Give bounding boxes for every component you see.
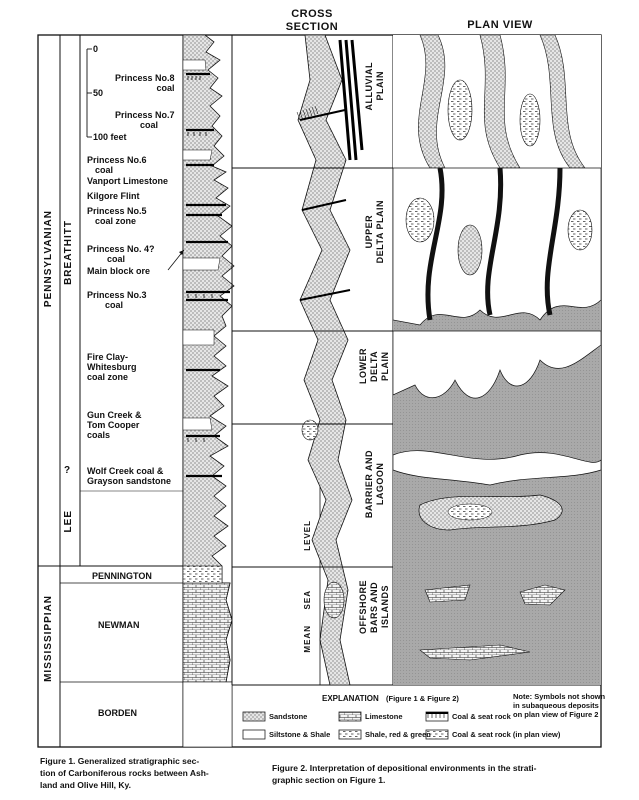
unit-princess7-name: Princess No.7 [115, 110, 175, 120]
env-upper-delta-line1: UPPER [364, 214, 374, 249]
env-alluvial-plain [364, 62, 386, 111]
env-barrier-line2: LAGOON [375, 462, 385, 506]
env-upper-delta-plain [364, 200, 386, 263]
group-boundary-query: ? [64, 465, 71, 476]
formation-pennington: PENNINGTON [92, 571, 152, 581]
unit-kilgore: Kilgore Flint [87, 191, 140, 201]
caption-figure-2-line2: graphic section on Figure 1. [272, 775, 386, 785]
env-offshore-line3: ISLANDS [380, 585, 390, 629]
env-offshore-line2: BARS AND [369, 581, 379, 633]
env-lower-delta-plain [358, 348, 391, 384]
legend-sandstone: Sandstone [269, 712, 308, 721]
unit-princess4-type: coal [107, 254, 126, 264]
scale-bar [87, 49, 92, 137]
scale-hundred: 100 feet [93, 132, 127, 142]
formation-newman: NEWMAN [98, 620, 140, 630]
cross-section-header-line1: CROSS [291, 8, 333, 20]
env-lower-delta-line3: PLAIN [380, 351, 390, 381]
legend-note-line2: in subaqueous deposits [513, 701, 599, 710]
unit-fire-clay-line3: coal zone [87, 372, 129, 382]
unit-princess6-type: coal [95, 165, 114, 175]
unit-wolf-creek-line1: Wolf Creek coal & [87, 466, 164, 476]
legend-siltstone: Siltstone & Shale [269, 730, 331, 739]
cross-section-header-line2: SECTION [285, 21, 339, 33]
unit-princess5-name: Princess No.5 [87, 206, 147, 216]
legend-limestone: Limestone [365, 712, 403, 721]
unit-princess6 [87, 155, 147, 175]
legend-shale-red: Shale, red & green [365, 730, 431, 739]
env-barrier-lagoon [364, 450, 386, 518]
unit-princess3 [87, 290, 147, 310]
unit-gun-creek-line3: coals [87, 430, 111, 440]
sea-level-level: LEVEL [303, 520, 312, 551]
unit-princess8-name: Princess No.8 [115, 73, 175, 83]
unit-wolf-creek-line2: Grayson sandstone [87, 476, 172, 486]
env-barrier-line1: BARRIER AND [364, 450, 374, 519]
unit-princess4 [87, 244, 155, 264]
system-pennsylvanian: PENNSYLVANIAN [43, 210, 54, 308]
env-alluvial-line2: PLAIN [375, 71, 385, 101]
env-offshore-bars [358, 580, 391, 634]
env-lower-delta-line2: DELTA [369, 350, 379, 382]
plan-view-header: PLAN VIEW [467, 19, 533, 31]
unit-princess4-name: Princess No. 4? [87, 244, 155, 254]
unit-princess8-type: coal [156, 83, 175, 93]
env-upper-delta-line2: DELTA PLAIN [375, 200, 385, 264]
system-mississippian: MISSISSIPPIAN [43, 595, 54, 682]
env-alluvial-line1: ALLUVIAL [364, 62, 374, 111]
legend-note [513, 692, 605, 719]
formation-borden: BORDEN [98, 708, 138, 718]
sea-level-mean: MEAN [303, 625, 312, 653]
scale-zero: 0 [93, 44, 99, 54]
unit-gun-creek-line1: Gun Creek & [87, 410, 142, 420]
unit-wolf-creek [87, 466, 171, 486]
env-lower-delta-line1: LOWER [358, 348, 368, 384]
legend-ref: (Figure 1 & Figure 2) [386, 694, 459, 703]
unit-fire-clay-line2: Whitesburg [87, 362, 137, 372]
unit-fire-clay [87, 352, 137, 382]
legend-note-line1: Note: Symbols not shown [513, 692, 606, 701]
unit-gun-creek [87, 410, 142, 440]
unit-princess6-name: Princess No.6 [87, 155, 147, 165]
legend-coal-plan: Coal & seat rock (in plan view) [452, 730, 561, 739]
caption-figure-1 [40, 755, 240, 791]
unit-princess3-type: coal [105, 300, 124, 310]
caption-figure-1-line1: Figure 1. Generalized stratigraphic sec- [40, 756, 200, 766]
caption-figure-1-line2: tion of Carboniferous rocks between Ash- [40, 768, 209, 778]
sea-level-sea: SEA [303, 590, 312, 610]
plan-view-panel [393, 35, 601, 685]
scale-fifty: 50 [93, 88, 104, 98]
unit-princess7 [115, 110, 175, 130]
unit-vanport: Vanport Limestone [87, 176, 169, 186]
caption-figure-2 [272, 762, 602, 786]
legend-title: EXPLANATION [322, 694, 379, 703]
unit-main-block-ore: Main block ore [87, 266, 151, 276]
legend-note-line3: on plan view of Figure 2 [513, 710, 599, 719]
env-offshore-line1: OFFSHORE [358, 580, 368, 635]
unit-princess8 [115, 73, 175, 93]
caption-figure-1-line3: land and Olive Hill, Ky. [40, 780, 132, 790]
stratigraphic-column [183, 35, 234, 747]
cross-section-header [282, 8, 342, 34]
unit-princess7-type: coal [140, 120, 159, 130]
unit-princess5-type: coal zone [95, 216, 137, 226]
group-lee: LEE [63, 510, 74, 533]
unit-princess3-name: Princess No.3 [87, 290, 147, 300]
unit-gun-creek-line2: Tom Cooper [87, 420, 140, 430]
unit-fire-clay-line1: Fire Clay- [87, 352, 129, 362]
caption-figure-2-line1: Figure 2. Interpretation of depositional environments in the strati- [272, 763, 537, 773]
group-breathitt: BREATHITT [63, 220, 74, 285]
unit-princess5 [87, 206, 147, 226]
legend-coal: Coal & seat rock [452, 712, 511, 721]
